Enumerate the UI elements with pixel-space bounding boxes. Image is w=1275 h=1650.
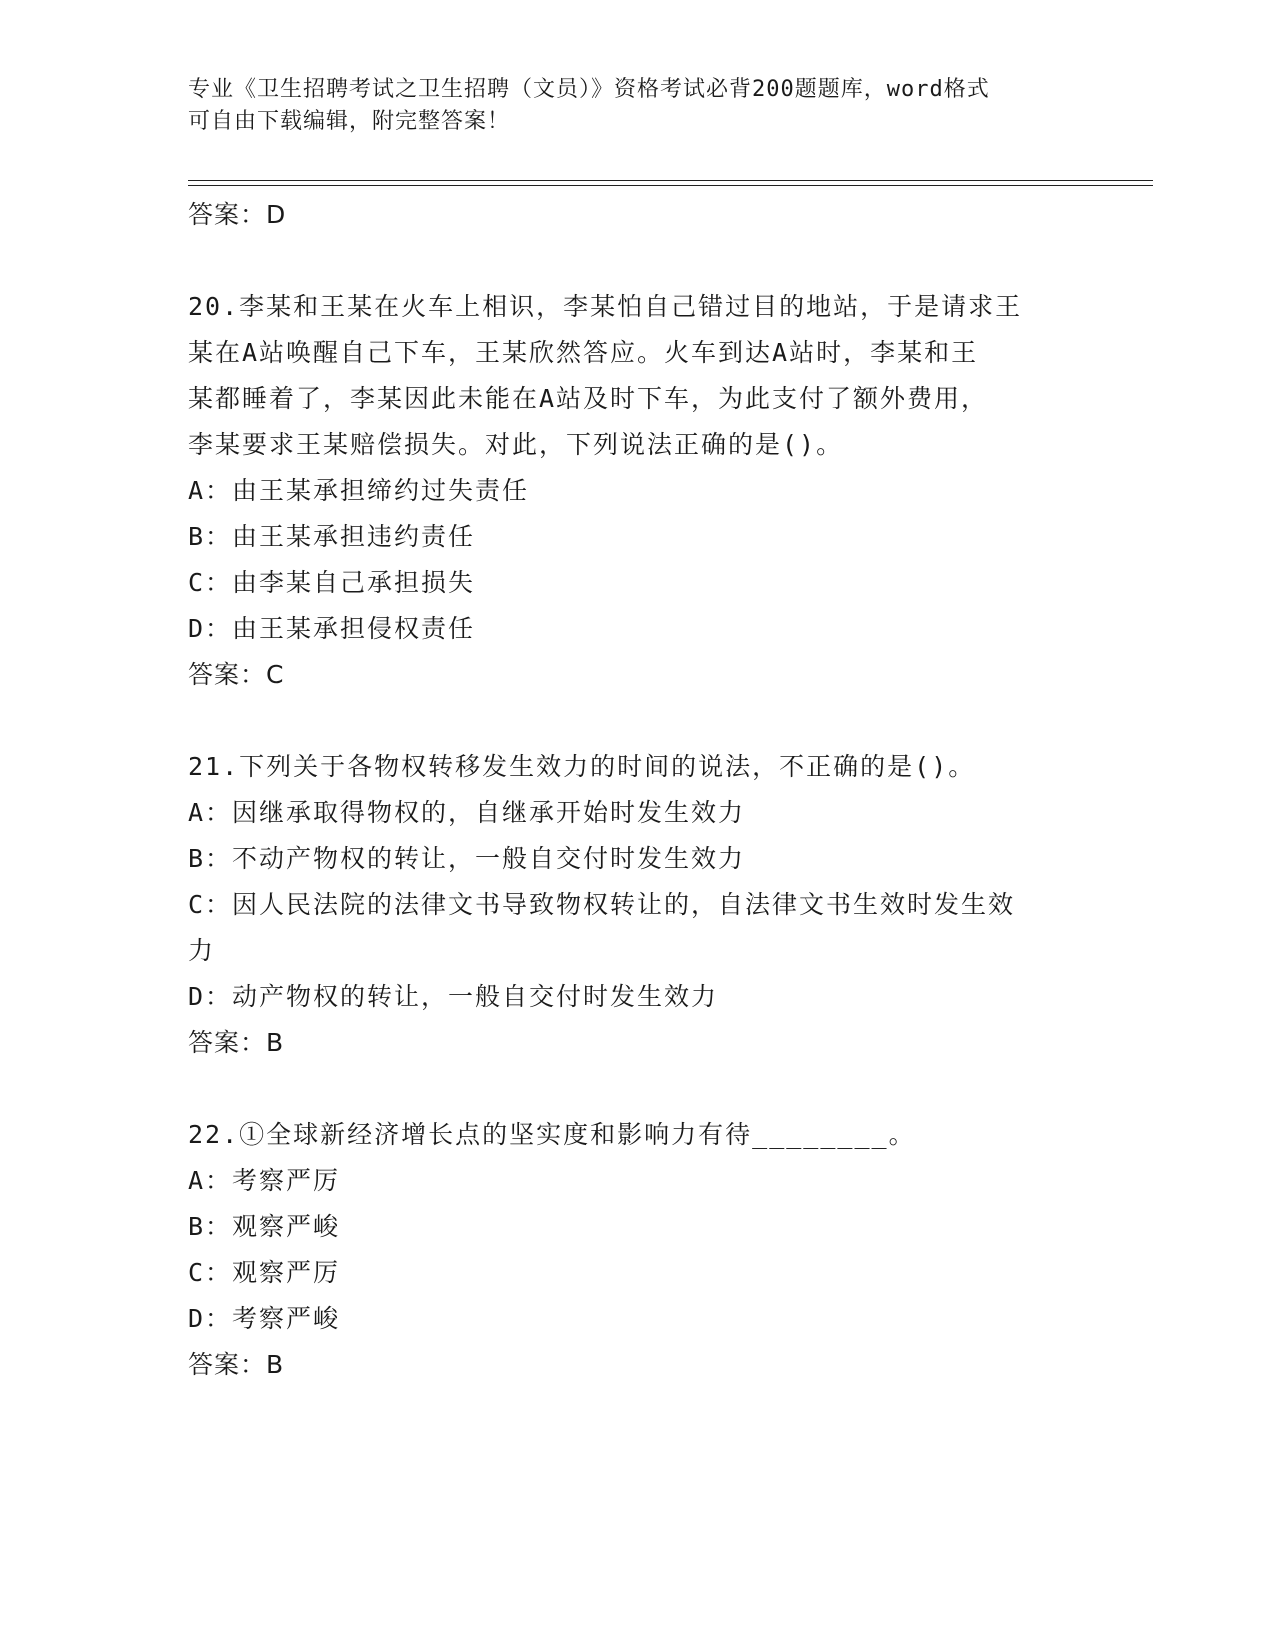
previous-answer: 答案：D — [188, 200, 287, 229]
question-text-line: 20.李某和王某在火车上相识，李某怕自己错过目的地站，于是请求王 — [188, 292, 1023, 321]
question-text-line: 某在A站唤醒自己下车，王某欣然答应。火车到达A站时，李某和王 — [188, 338, 979, 367]
option-a: A：考察严厉 — [188, 1166, 341, 1195]
document-body — [188, 192, 1068, 1388]
header-divider-bottom — [188, 185, 1153, 186]
option-c: C：由李某自己承担损失 — [188, 568, 476, 597]
answer: 答案：B — [188, 1350, 285, 1379]
question-20 — [188, 284, 1068, 698]
option-c-continued: 力 — [188, 936, 216, 965]
option-a: A：由王某承担缔约过失责任 — [188, 476, 530, 505]
question-22 — [188, 1112, 1068, 1388]
option-c: C：因人民法院的法律文书导致物权转让的，自法律文书生效时发生效 — [188, 890, 1016, 919]
question-text-line: 某都睡着了，李某因此未能在A站及时下车，为此支付了额外费用， — [188, 384, 989, 413]
spacer — [188, 1066, 1068, 1112]
question-text-line: 21.下列关于各物权转移发生效力的时间的说法，不正确的是()。 — [188, 752, 976, 781]
answer: 答案：B — [188, 1028, 285, 1057]
question-21 — [188, 744, 1068, 1066]
spacer — [188, 698, 1068, 744]
option-d: D：考察严峻 — [188, 1304, 341, 1333]
option-b: B：由王某承担违约责任 — [188, 522, 476, 551]
option-a: A：因继承取得物权的，自继承开始时发生效力 — [188, 798, 746, 827]
question-text-line: 李某要求王某赔偿损失。对此，下列说法正确的是()。 — [188, 430, 844, 459]
header-line-1: 专业《卫生招聘考试之卫生招聘（文员）》资格考试必背200题题库，word格式 — [188, 77, 990, 102]
option-c: C：观察严厉 — [188, 1258, 341, 1287]
option-b: B：不动产物权的转让，一般自交付时发生效力 — [188, 844, 746, 873]
option-d: D：动产物权的转让，一般自交付时发生效力 — [188, 982, 719, 1011]
document-header — [188, 74, 1068, 138]
question-text-line: 22.①全球新经济增长点的坚实度和影响力有待________。 — [188, 1120, 916, 1149]
option-b: B：观察严峻 — [188, 1212, 341, 1241]
option-d: D：由王某承担侵权责任 — [188, 614, 476, 643]
header-line-2: 可自由下载编辑，附完整答案！ — [188, 109, 511, 134]
header-divider-top — [188, 180, 1153, 181]
answer: 答案：C — [188, 660, 285, 689]
spacer — [188, 238, 1068, 284]
